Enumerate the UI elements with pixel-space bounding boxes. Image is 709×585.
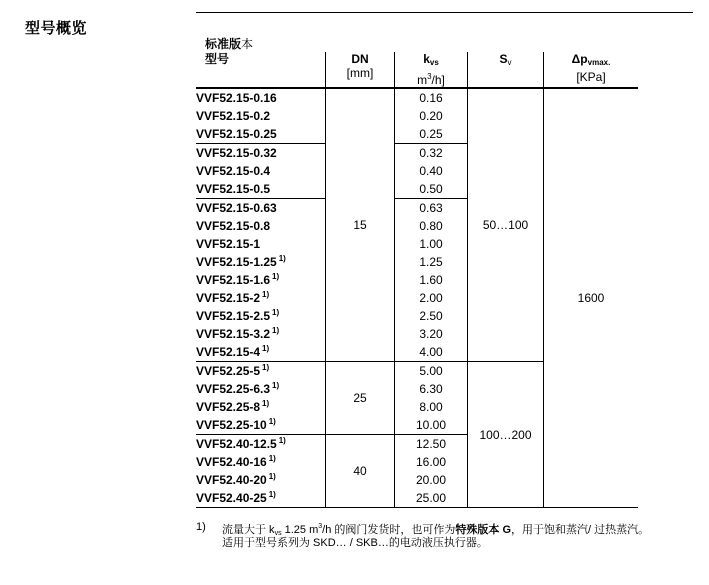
cell-type: VVF52.15-0.5	[196, 180, 326, 199]
cell-type: VVF52.15-1.6 $^{1)}$	[196, 271, 326, 289]
header-dp: Δpvmax. [KPa]	[544, 52, 639, 88]
cell-type: VVF52.40-25 $^{1)}$	[196, 489, 326, 508]
footnote-marker: 1)	[268, 454, 276, 463]
cell-kvs: 6.30	[395, 380, 468, 398]
cell-dn: 40	[326, 435, 395, 508]
cell-kvs: 0.20	[395, 107, 468, 125]
cell-kvs: 0.80	[395, 217, 468, 235]
subtitle-normal: 本	[241, 37, 254, 51]
footnote-marker: 1)	[262, 363, 270, 372]
cell-kvs: 1.60	[395, 271, 468, 289]
footnote-marker: 1)	[262, 290, 270, 299]
table-body	[196, 88, 638, 508]
cell-type: VVF52.15-4 $^{1)}$	[196, 343, 326, 362]
cell-kvs: 2.00	[395, 289, 468, 307]
cell-type: VVF52.15-0.4	[196, 162, 326, 180]
cell-kvs: 1.00	[395, 235, 468, 253]
footnote-line-2: 适用于型号系列为 SKD… / SKB…的电动液压执行器。	[222, 537, 488, 549]
footnote-marker: 1)	[272, 308, 280, 317]
cell-kvs: 1.25	[395, 253, 468, 271]
footnote-marker: 1)	[278, 254, 286, 263]
header-sv: Sv	[468, 52, 544, 88]
cell-type: VVF52.15-0.16	[196, 88, 326, 107]
cell-type: VVF52.15-1.25 $^{1)}$	[196, 253, 326, 271]
subtitle-bold: 标准版	[205, 37, 242, 51]
cell-kvs: 0.32	[395, 144, 468, 163]
cell-type: VVF52.25-10 $^{1)}$	[196, 416, 326, 435]
footnote-marker: 1)	[268, 417, 276, 426]
cell-kvs: 25.00	[395, 489, 468, 508]
header-kvs: kvs $m^3/h$]	[395, 52, 468, 88]
cell-kvs: 12.50	[395, 435, 468, 454]
footnote-marker: 1)	[272, 381, 280, 390]
cell-kvs: 4.00	[395, 343, 468, 362]
footnote-marker: 1)	[278, 436, 286, 445]
footnote-line-1: 流量大于 kvs 1.25 m$^3$/h 的阀门发货时，也可作为特殊版本 G，用于饱和蒸汽/ 过热蒸汽。	[222, 523, 650, 537]
header-dn: DN [mm]	[326, 52, 395, 88]
cell-type: VVF52.15-2 $^{1)}$	[196, 289, 326, 307]
cell-kvs: 0.40	[395, 162, 468, 180]
cell-type: VVF52.40-20 $^{1)}$	[196, 471, 326, 489]
cell-kvs: 20.00	[395, 471, 468, 489]
cell-type: VVF52.25-5 $^{1)}$	[196, 362, 326, 381]
cell-type: VVF52.15-0.2	[196, 107, 326, 125]
cell-type: VVF52.15-2.5 $^{1)}$	[196, 307, 326, 325]
footnote-marker: 1)	[272, 272, 280, 281]
cell-type: VVF52.15-3.2 $^{1)}$	[196, 325, 326, 343]
cell-kvs: 16.00	[395, 453, 468, 471]
cell-sv: 50…100	[468, 88, 544, 362]
cell-type: VVF52.15-0.25	[196, 125, 326, 144]
cell-kvs: 5.00	[395, 362, 468, 381]
cell-type: VVF52.15-1	[196, 235, 326, 253]
cell-type: VVF52.15-0.32	[196, 144, 326, 163]
cell-kvs: 0.25	[395, 125, 468, 144]
footnote-marker: 1)	[268, 490, 276, 499]
cell-type: VVF52.15-0.8	[196, 217, 326, 235]
cell-kvs: 10.00	[395, 416, 468, 435]
cell-type: VVF52.40-12.5 $^{1)}$	[196, 435, 326, 454]
cell-kvs: 8.00	[395, 398, 468, 416]
cell-dp: 1600	[544, 88, 639, 508]
cell-kvs: 0.63	[395, 199, 468, 218]
cell-type: VVF52.15-0.63	[196, 199, 326, 218]
cell-kvs: 2.50	[395, 307, 468, 325]
cell-type: VVF52.25-6.3 $^{1)}$	[196, 380, 326, 398]
header-type: 型号	[196, 52, 326, 88]
cell-kvs: 0.16	[395, 88, 468, 107]
footnote-marker: 1)	[262, 399, 270, 408]
footnote-number: 1)	[196, 521, 206, 533]
cell-sv: 100…200	[468, 362, 544, 508]
model-overview-table	[196, 52, 638, 508]
footnote-marker: 1)	[268, 472, 276, 481]
cell-type: VVF52.40-16 $^{1)}$	[196, 453, 326, 471]
cell-dn: 15	[326, 88, 395, 362]
section-title: 型号概览	[25, 20, 88, 37]
table-row	[196, 88, 638, 107]
table-subtitle	[205, 35, 253, 52]
cell-kvs: 0.50	[395, 180, 468, 199]
cell-dn: 25	[326, 362, 395, 435]
footnote-marker: 1)	[272, 326, 280, 335]
footnote-marker: 1)	[262, 344, 270, 353]
top-rule	[196, 12, 693, 13]
cell-kvs: 3.20	[395, 325, 468, 343]
cell-type: VVF52.25-8 $^{1)}$	[196, 398, 326, 416]
